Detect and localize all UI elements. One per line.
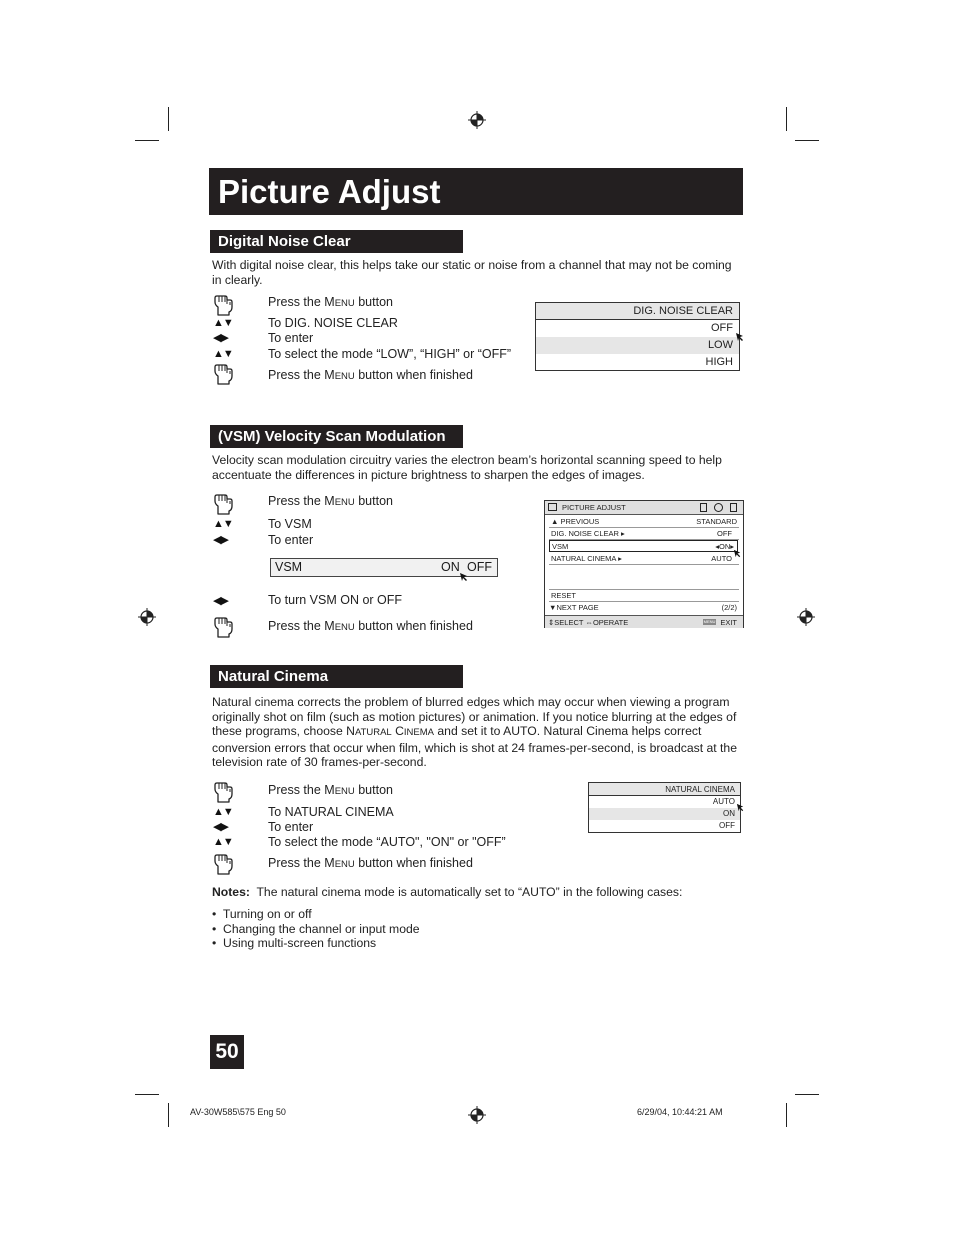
osd-row-next-page[interactable] xyxy=(549,602,739,613)
crop-mark xyxy=(135,140,159,141)
menu-key-icon: MENU xyxy=(703,619,716,624)
hand-press-icon xyxy=(212,615,236,639)
footer-timestamp: 6/29/04, 10:44:21 AM xyxy=(637,1107,723,1117)
up-down-arrows-icon: ▲▼ xyxy=(213,806,233,818)
notes-text: The natural cinema mode is automatically set to “AUTO” in the following cases: xyxy=(256,885,683,899)
osd-nc-value: AUTO xyxy=(711,554,732,563)
nc-osd-header: NATURAL CINEMA xyxy=(589,783,740,796)
crop-mark xyxy=(135,1094,159,1095)
dnc-option-low[interactable]: LOW xyxy=(536,337,739,354)
osd-row-natural-cinema[interactable] xyxy=(549,553,739,565)
crop-mark xyxy=(786,107,787,131)
left-right-arrows-icon: ◀▶ xyxy=(213,821,228,833)
list-item: • Changing the channel or input mode xyxy=(212,921,420,936)
hand-press-icon xyxy=(212,852,236,876)
registration-mark-icon xyxy=(138,608,156,626)
osd-title-bar xyxy=(545,501,743,515)
notes-bullet-list xyxy=(212,907,420,951)
nc-step-select-item: To NATURAL CINEMA xyxy=(268,805,394,819)
dnc-step-enter: To enter xyxy=(268,331,314,345)
pointer-cursor-icon xyxy=(459,572,469,582)
left-right-arrows-icon: ◀▶ xyxy=(213,595,228,607)
osd-row-dig-noise-clear[interactable] xyxy=(549,528,739,540)
vsm-intro: Velocity scan modulation circuitry varies the electron beam’s horizontal scanning speed to help accentuate the differences in picture brightness to sharpen the edges of images. xyxy=(212,453,722,482)
osd-footer-bar xyxy=(545,615,743,628)
up-down-arrows-icon: ▲▼ xyxy=(213,317,233,329)
dnc-step-select-item: To DIG. NOISE CLEAR xyxy=(268,316,398,330)
osd-previous-value: STANDARD xyxy=(696,517,737,526)
dnc-option-off[interactable]: OFF xyxy=(711,322,733,334)
list-item: • Turning on or off xyxy=(212,907,312,921)
up-down-arrows-icon: ▲▼ xyxy=(213,836,233,848)
registration-mark-icon xyxy=(468,1106,486,1124)
osd-row-previous[interactable] xyxy=(549,516,739,528)
osd-row-reset[interactable] xyxy=(549,589,739,602)
section-heading-vsm: (VSM) Velocity Scan Modulation xyxy=(210,425,463,448)
dnc-step-press-menu: Press the MENU button xyxy=(268,295,393,309)
nc-step-finish: Press the MENU button when finished xyxy=(268,856,473,870)
hand-press-icon xyxy=(212,492,236,516)
up-down-arrows-icon: ▲▼ xyxy=(213,348,233,360)
pointer-cursor-icon xyxy=(735,332,745,342)
crop-mark xyxy=(786,1103,787,1127)
page-title: Picture Adjust xyxy=(209,168,743,215)
osd-vsm-label: VSM xyxy=(552,542,569,551)
left-right-arrows-icon: ◀▶ xyxy=(213,332,228,344)
hand-press-icon xyxy=(212,293,236,317)
osd-previous-label: ▲ PREVIOUS xyxy=(551,517,600,526)
crop-mark xyxy=(795,140,819,141)
dnc-intro: With digital noise clear, this helps take our static or noise from a channel that may not be coming in clearly. xyxy=(212,258,732,287)
hand-press-icon xyxy=(212,780,236,804)
clock-icon xyxy=(714,503,723,512)
osd-page-indicator: (2/2) xyxy=(721,603,737,612)
notes-label: Notes: xyxy=(212,885,250,899)
pointer-cursor-icon xyxy=(733,549,742,558)
registration-mark-icon xyxy=(468,111,486,129)
osd-dnc-value: OFF xyxy=(717,529,732,538)
crop-mark xyxy=(168,1103,169,1127)
nc-option-auto[interactable]: AUTO xyxy=(712,797,735,806)
page-number: 50 xyxy=(210,1035,244,1069)
left-right-arrows-icon: ◀▶ xyxy=(213,534,228,546)
vsm-step-select-item: To VSM xyxy=(268,517,312,531)
list-item: • Using multi-screen functions xyxy=(212,936,377,951)
osd-title: PICTURE ADJUST xyxy=(562,503,626,512)
osd-reset-label: RESET xyxy=(551,591,577,600)
hand-press-icon xyxy=(212,362,236,386)
osd-exit-hint: EXIT xyxy=(720,618,737,627)
dnc-osd-menu xyxy=(535,302,740,371)
menu-screen-icon xyxy=(548,503,557,511)
vsm-step-finish: Press the MENU button when finished xyxy=(268,619,473,633)
nc-osd-menu xyxy=(588,782,741,833)
osd-dnc-label: DIG. NOISE CLEAR ▸ xyxy=(551,529,625,538)
crop-mark xyxy=(795,1094,819,1095)
vsm-bar-label: VSM xyxy=(275,560,303,574)
lock-icon xyxy=(730,503,737,512)
picture-adjust-osd xyxy=(544,500,744,628)
nc-intro: Natural cinema corrects the problem of blurred edges which may occur when viewing a program originally shot on film (such as motion pictures) or animation. If you notice blurring at the edges of these programs, choose NATURAL CINEMA and set it to AUTO. Natural Cinema helps correct conversion errors that occur when film, which is shot at 24 frames-per-second, is broadcast at the television rate of 30 frames-per-second. xyxy=(212,695,737,770)
registration-mark-icon xyxy=(797,608,815,626)
section-heading-natural-cinema: Natural Cinema xyxy=(210,665,463,688)
nc-step-press-menu: Press the MENU button xyxy=(268,783,393,797)
vsm-bar-off[interactable]: OFF xyxy=(467,560,492,574)
vsm-step-toggle: To turn VSM ON or OFF xyxy=(268,593,403,607)
dnc-osd-header: DIG. NOISE CLEAR xyxy=(536,303,739,320)
vsm-step-enter: To enter xyxy=(268,533,314,547)
section-heading-digital-noise-clear: Digital Noise Clear xyxy=(210,230,463,253)
dnc-step-select-mode: To select the mode “LOW”, “HIGH” or “OFF” xyxy=(268,347,512,361)
crop-mark xyxy=(168,107,169,131)
page-icon xyxy=(700,503,707,512)
osd-select-hint: ⇕SELECT ⇔OPERATE xyxy=(548,618,629,627)
nc-notes xyxy=(212,885,742,900)
footer-file-info: AV-30W585\575 Eng 50 xyxy=(190,1107,286,1117)
osd-next-page-label: ▼NEXT PAGE xyxy=(549,603,599,612)
nc-step-select-mode: To select the mode “AUTO", "ON" or "OFF” xyxy=(268,835,506,849)
pointer-cursor-icon xyxy=(736,803,745,812)
dnc-step-finish: Press the MENU button when finished xyxy=(268,368,473,382)
vsm-step-press-menu: Press the MENU button xyxy=(268,494,393,508)
nc-option-on[interactable]: ON xyxy=(589,808,740,820)
dnc-option-high[interactable]: HIGH xyxy=(705,356,733,368)
osd-nc-label: NATURAL CINEMA ▸ xyxy=(551,554,622,563)
osd-row-vsm[interactable] xyxy=(549,540,738,552)
nc-option-off[interactable]: OFF xyxy=(719,821,735,830)
vsm-bar-on[interactable]: ON xyxy=(441,560,460,574)
nc-step-enter: To enter xyxy=(268,820,314,834)
osd-vsm-value: ◂ON▸ xyxy=(715,542,734,551)
up-down-arrows-icon: ▲▼ xyxy=(213,518,233,530)
